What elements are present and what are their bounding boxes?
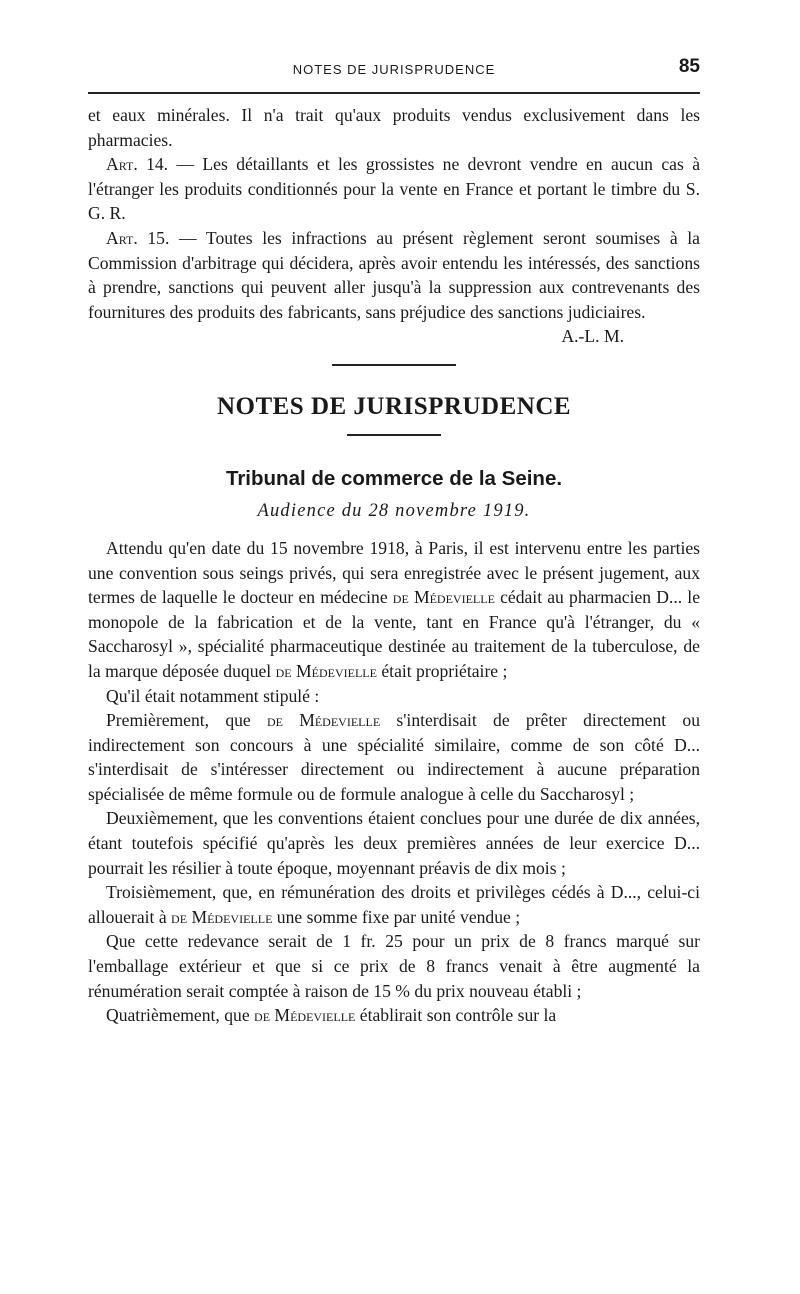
page-number: 85: [678, 56, 700, 77]
text-run: Troisièmement, que, en rémunération des droits et privilèges cédés à D..., celui-ci allouerait à: [88, 882, 700, 927]
text-run: était propriétaire ;: [376, 660, 508, 681]
party-name: de Médevielle: [266, 710, 381, 731]
article-14: [88, 152, 700, 226]
author-signature: A.-L. M.: [561, 326, 624, 347]
judgment-paragraph: [88, 708, 700, 806]
article-15: [88, 226, 700, 324]
article-label: Art. 14.: [106, 154, 169, 175]
text-run: une somme fixe par unité vendue ;: [272, 906, 521, 927]
judgment-paragraph: Deuxièmement, que les conventions étaient conclues pour une durée de dix années, étant toutefois spécifié qu'après les deux premières années de leur exercice D... pourrait les résilier à toute époque, moyennant préavis de dix mois ;: [88, 808, 700, 878]
judgment-paragraph: [88, 880, 700, 929]
judgment-paragraph: [88, 536, 700, 684]
hearing-date: Audience du 28 novembre 1919.: [257, 500, 531, 521]
article-text: — Toutes les infractions au présent règlement seront soumises à la Commission d'arbitrage qui décidera, après avoir entendu les intéressés, des sanctions à prendre, sanctions qui peuvent aller jusqu'à la suppression aux contrevenants des fournitures des produits des fabricants, sans préjudice des sanctions judiciaires.: [88, 227, 700, 322]
text-run: établirait son contrôle sur la: [355, 1005, 557, 1026]
paragraph-continuation: et eaux minérales. Il n'a trait qu'aux produits vendus exclusivement dans les pharmacies.: [88, 105, 700, 150]
party-name: de Médevielle: [275, 660, 377, 681]
article-text: — Les détaillants et les grossistes ne devront vendre en aucun cas à l'étranger les produits conditionnés pour la vente en France et portant le timbre du S. G. R.: [88, 154, 700, 224]
text-run: cédait au pharmacien D... le monopole de la fabrication et de la vente, tant en France qu'à l'étranger, du « Saccharosyl », spécialité pharmaceutique destinée au traitement de la tuberculose, de la marque déposée duquel: [88, 587, 700, 681]
running-header: [88, 56, 700, 82]
judgment-paragraph: Que cette redevance serait de 1 fr. 25 pour un prix de 8 francs marqué sur l'emballage extérieur et que si ce prix de 8 francs venait à être augmenté la rénumération serait comptée à raison de 15 % du prix nouveau établi ;: [88, 931, 700, 1001]
article-label: Art. 15.: [106, 227, 170, 248]
section-title: NOTES DE JURISPRUDENCE: [216, 392, 572, 420]
section-separator: [332, 364, 456, 366]
text-run: Premièrement, que: [106, 710, 267, 731]
party-name: de Médevielle: [254, 1005, 356, 1026]
page-body: [88, 103, 700, 1028]
party-name: de Médevielle: [392, 587, 495, 608]
judgment-paragraph: [88, 1003, 700, 1028]
title-underline: [347, 434, 441, 436]
text-run: Attendu qu'en date du 15 novembre 1918, à Paris, il est intervenu entre les parties une convention sous seings privés, qui sera enregistrée avec le présent jugement, aux termes de laquelle le docteur en médecine: [88, 537, 700, 608]
court-heading: Tribunal de commerce de la Seine.: [225, 466, 563, 490]
party-name: de Médevielle: [171, 906, 273, 927]
running-title: NOTES DE JURISPRUDENCE: [292, 62, 496, 77]
header-rule: [88, 92, 700, 94]
judgment-paragraph: Qu'il était notamment stipulé :: [106, 685, 320, 706]
text-run: Quatrièmement, que: [106, 1005, 255, 1026]
text-run: s'interdisait de prêter directement ou indirectement son concours à une spécialité similaire, comme de son côté D... s'interdisait de s'intéresser directement ou indirectement à aucune préparation spécialisée de même formule ou de formule analogue à celle du Saccharosyl ;: [88, 710, 701, 804]
